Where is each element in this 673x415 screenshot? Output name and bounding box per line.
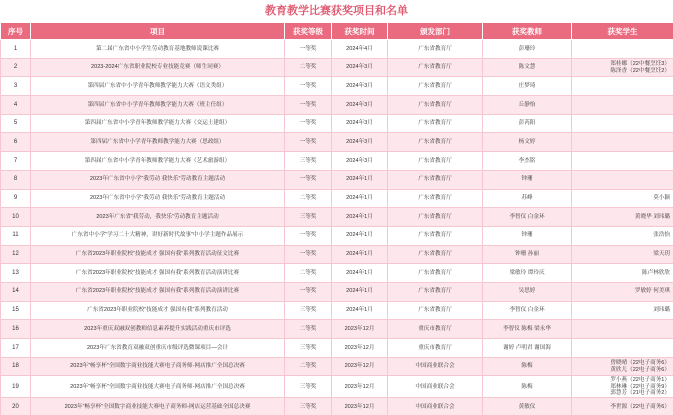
cell-dept: 广东省教育厅	[388, 152, 483, 171]
cell-project: 广东省2023年职业院校“技能成才 强国有我”系列教育活动	[31, 301, 285, 320]
table-row	[1, 170, 673, 189]
table-row	[1, 77, 673, 96]
table-row	[1, 114, 673, 133]
cell-teacher: 钟珊	[483, 170, 572, 189]
student-name: 曾晓晴（22电子商务6）	[610, 359, 670, 366]
table-row	[1, 40, 673, 59]
table-row	[1, 398, 673, 415]
cell-project: 第四届广东省中小学青年教师教学能力大赛（艺术旅游组）	[31, 152, 285, 171]
cell-level: 一等奖	[285, 170, 332, 189]
cell-dept: 广东省教育厅	[388, 114, 483, 133]
cell-level: 三等奖	[285, 339, 332, 358]
table-row	[1, 189, 673, 208]
cell-project: 2023年广东省“我劳动，我快乐”劳动教育主题活动	[31, 208, 285, 227]
cell-teacher: 吴思婷	[483, 282, 572, 301]
cell-teacher: 钟珊	[483, 226, 572, 245]
cell-level: 二等奖	[285, 320, 332, 339]
header-project: 项目	[31, 23, 285, 40]
cell-level: 一等奖	[285, 114, 332, 133]
cell-time: 2024年3月	[332, 77, 388, 96]
student-name: 郭慧芳（21电子商务2）	[610, 390, 670, 397]
cell-project: 第四届广东省中小学青年教师教学能力大赛（交运土建组）	[31, 114, 285, 133]
cell-time: 2024年1月	[332, 245, 388, 264]
cell-project: 2023年“畅享杯”全国数字商业技能大赛电子商务师-网店运营基础全国总决赛	[31, 398, 285, 415]
cell-time: 2024年3月	[332, 114, 388, 133]
awards-table	[0, 22, 673, 415]
cell-teacher: 李智仪 白金环	[483, 301, 572, 320]
table-row	[1, 301, 673, 320]
cell-project: 第四届广东省中小学青年教师教学能力大赛（班主任组）	[31, 96, 285, 115]
cell-level: 三等奖	[285, 152, 332, 171]
cell-dept: 广东省教育厅	[388, 133, 483, 152]
cell-level: 一等奖	[285, 40, 332, 59]
header-row	[1, 23, 673, 40]
cell-level: 三等奖	[285, 398, 332, 415]
cell-student	[572, 357, 673, 376]
cell-time: 2024年1月	[332, 170, 388, 189]
cell-dept: 广东省教育厅	[388, 245, 483, 264]
cell-teacher: 钟珊 孙丽	[483, 245, 572, 264]
cell-no: 20	[1, 398, 31, 415]
cell-level: 一等奖	[285, 282, 332, 301]
cell-teacher: 彭珊玲	[483, 40, 572, 59]
cell-teacher: 谢婷 卢明君 谢国海	[483, 339, 572, 358]
student-name: 陈卢林欣欣	[642, 269, 670, 276]
cell-no: 11	[1, 226, 31, 245]
cell-student	[572, 339, 673, 358]
cell-no: 19	[1, 376, 31, 398]
cell-no: 14	[1, 282, 31, 301]
cell-no: 16	[1, 320, 31, 339]
cell-no: 9	[1, 189, 31, 208]
cell-time: 2024年1月	[332, 208, 388, 227]
cell-level: 二等奖	[285, 58, 332, 77]
cell-student	[572, 114, 673, 133]
cell-teacher: 黄敏仪	[483, 398, 572, 415]
table-row	[1, 96, 673, 115]
cell-time: 2024年3月	[332, 58, 388, 77]
cell-dept: 广东省教育厅	[388, 96, 483, 115]
table-row	[1, 208, 673, 227]
cell-project: 广东省2023年职业院校“技能成才 强国有我”系列教育活动征文比赛	[31, 245, 285, 264]
cell-dept: 中国商业联合会	[388, 357, 483, 376]
cell-teacher: 李智仪 陈梅 梁永华	[483, 320, 572, 339]
cell-teacher: 陈梅	[483, 357, 572, 376]
student-name: 李世源（22电子商务6）	[610, 403, 670, 410]
cell-dept: 广东省教育厅	[388, 40, 483, 59]
header-student: 获奖学生	[572, 23, 673, 40]
cell-no: 6	[1, 133, 31, 152]
cell-level: 一等奖	[285, 77, 332, 96]
header-level: 获奖等级	[285, 23, 332, 40]
cell-time: 2024年1月	[332, 282, 388, 301]
student-name: 黄欣儿（22电子商务6）	[610, 366, 670, 373]
table-row	[1, 245, 673, 264]
cell-no: 10	[1, 208, 31, 227]
cell-teacher: 丘静怡	[483, 96, 572, 115]
table-row	[1, 376, 673, 398]
table-row	[1, 226, 673, 245]
cell-student	[572, 77, 673, 96]
cell-teacher: 陈梅	[483, 376, 572, 398]
cell-no: 1	[1, 40, 31, 59]
cell-student	[572, 245, 673, 264]
table-row	[1, 320, 673, 339]
cell-project: 第二届广东省中小学生劳动教育基地教师说课比赛	[31, 40, 285, 59]
cell-dept: 广东省教育厅	[388, 264, 483, 283]
cell-level: 一等奖	[285, 96, 332, 115]
cell-level: 三等奖	[285, 208, 332, 227]
cell-student	[572, 376, 673, 398]
cell-student	[572, 152, 673, 171]
cell-dept: 广东省教育厅	[388, 189, 483, 208]
cell-student	[572, 96, 673, 115]
cell-student	[572, 320, 673, 339]
cell-student	[572, 301, 673, 320]
student-name: 罗敏婷 何美琪	[634, 288, 670, 295]
cell-no: 8	[1, 170, 31, 189]
table-row	[1, 339, 673, 358]
cell-teacher: 庄梦琦	[483, 77, 572, 96]
cell-student	[572, 208, 673, 227]
table-row	[1, 282, 673, 301]
cell-level: 一等奖	[285, 226, 332, 245]
table-row	[1, 152, 673, 171]
cell-time: 2024年4月	[332, 40, 388, 59]
cell-teacher: 杨文婷	[483, 133, 572, 152]
cell-time: 2024年1月	[332, 264, 388, 283]
student-name: 刘玮璐	[653, 307, 670, 314]
header-no: 序号	[1, 23, 31, 40]
cell-level: 一等奖	[285, 245, 332, 264]
cell-level: 一等奖	[285, 133, 332, 152]
table-row	[1, 58, 673, 77]
cell-no: 15	[1, 301, 31, 320]
cell-student	[572, 226, 673, 245]
cell-time: 2023年12月	[332, 398, 388, 415]
cell-project: 2023年广东省教育双融双创重庆市级评选微课项目—会计	[31, 339, 285, 358]
header-dept: 颁发部门	[388, 23, 483, 40]
table-row	[1, 264, 673, 283]
cell-time: 2023年12月	[332, 376, 388, 398]
cell-project: 2023年重庆双融双创教师信息素养提升实践活动重庆市评选	[31, 320, 285, 339]
header-time: 获奖时间	[332, 23, 388, 40]
student-name: 郑林琳（22电子商务9）	[610, 383, 670, 390]
cell-no: 13	[1, 264, 31, 283]
cell-level: 二等奖	[285, 357, 332, 376]
cell-time: 2023年12月	[332, 320, 388, 339]
cell-project: 广东省中小学“学习二十大精神，讲好新时代故事”中小学主题作品展示	[31, 226, 285, 245]
table-row	[1, 133, 673, 152]
cell-level: 二等奖	[285, 189, 332, 208]
cell-project: 广东省2023年职业院校“技能成才 强国有我”系列教育活动演讲比赛	[31, 282, 285, 301]
student-name: 梁天玥	[653, 251, 670, 258]
cell-no: 5	[1, 114, 31, 133]
student-name: 郑桂娜（22中餐烹饪3）	[610, 60, 670, 67]
student-name: 罗小燕（22电子商务1）	[610, 376, 670, 383]
cell-no: 12	[1, 245, 31, 264]
cell-teacher: 李智仪 白金环	[483, 208, 572, 227]
cell-student	[572, 170, 673, 189]
table-header	[1, 23, 673, 40]
cell-dept: 重庆市教育厅	[388, 320, 483, 339]
cell-student	[572, 40, 673, 59]
cell-teacher: 梁敏玲 谭玲庆	[483, 264, 572, 283]
cell-project: 广东省2023年职业院校“技能成才 强国有我”系列教育活动演讲比赛	[31, 264, 285, 283]
cell-dept: 广东省教育厅	[388, 282, 483, 301]
cell-no: 18	[1, 357, 31, 376]
cell-no: 17	[1, 339, 31, 358]
cell-time: 2023年12月	[332, 339, 388, 358]
cell-dept: 广东省教育厅	[388, 301, 483, 320]
cell-time: 2024年1月	[332, 226, 388, 245]
cell-time: 2024年3月	[332, 133, 388, 152]
cell-project: 2023年“畅享杯”全国数字商业技能大赛电子商务师-网店推广全国总决赛	[31, 376, 285, 398]
cell-student	[572, 264, 673, 283]
cell-project: 2023-2024广东省职业院校专业技能竞赛（师生同赛）	[31, 58, 285, 77]
cell-level: 二等奖	[285, 264, 332, 283]
cell-dept: 广东省教育厅	[388, 77, 483, 96]
cell-no: 4	[1, 96, 31, 115]
cell-project: 2023年广东省中小学“我劳动 我快乐”劳动教育主题活动	[31, 189, 285, 208]
cell-level: 三等奖	[285, 301, 332, 320]
table-row	[1, 357, 673, 376]
cell-time: 2024年1月	[332, 189, 388, 208]
student-name: 陈泽香（22中餐烹饪2）	[610, 67, 670, 74]
cell-dept: 广东省教育厅	[388, 208, 483, 227]
cell-teacher: 李杰铭	[483, 152, 572, 171]
student-name: 张浩怡	[653, 232, 670, 239]
cell-time: 2024年3月	[332, 152, 388, 171]
page-title: 教育教学比赛获奖项目和名单	[265, 5, 408, 17]
cell-time: 2024年1月	[332, 301, 388, 320]
student-name: 黄晓华 刘玮璐	[634, 213, 670, 220]
cell-dept: 中国商业联合会	[388, 398, 483, 415]
cell-project: 第四届广东省中小学青年教师教学能力大赛（语文类组）	[31, 77, 285, 96]
student-name: 莫小颖	[653, 195, 670, 202]
cell-no: 3	[1, 77, 31, 96]
cell-student	[572, 282, 673, 301]
cell-dept: 广东省教育厅	[388, 170, 483, 189]
cell-dept: 重庆市教育厅	[388, 339, 483, 358]
cell-student	[572, 189, 673, 208]
cell-student	[572, 58, 673, 77]
cell-no: 2	[1, 58, 31, 77]
table-body	[1, 40, 673, 415]
cell-student	[572, 398, 673, 415]
cell-teacher: 陈文慧	[483, 58, 572, 77]
cell-dept: 中国商业联合会	[388, 376, 483, 398]
cell-dept: 广东省教育厅	[388, 226, 483, 245]
cell-student	[572, 133, 673, 152]
cell-level: 三等奖	[285, 376, 332, 398]
cell-dept: 广东省教育厅	[388, 58, 483, 77]
cell-project: 2023年“畅享杯”全国数字商业技能大赛电子商务师-网店推广全国总决赛	[31, 357, 285, 376]
cell-time: 2023年12月	[332, 357, 388, 376]
cell-project: 第四届广东省中小学青年教师教学能力大赛（思政组）	[31, 133, 285, 152]
cell-time: 2024年3月	[332, 96, 388, 115]
cell-no: 7	[1, 152, 31, 171]
cell-project: 2023年广东省中小学“我劳动 我快乐”劳动教育主题活动	[31, 170, 285, 189]
cell-teacher: 彭芮阳	[483, 114, 572, 133]
header-teacher: 获奖教师	[483, 23, 572, 40]
cell-teacher: 苏峰	[483, 189, 572, 208]
